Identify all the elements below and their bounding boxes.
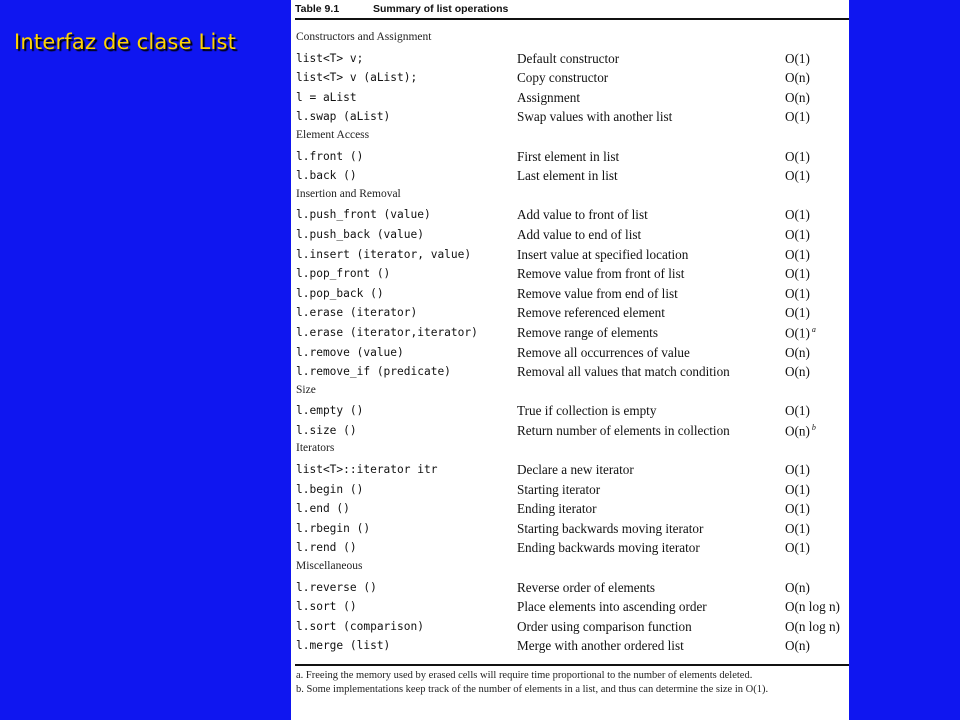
complexity-value: O(1)	[785, 305, 810, 321]
operation-cell: l.remove (value)	[296, 345, 404, 359]
table-row	[291, 166, 849, 186]
complexity-cell	[785, 482, 810, 498]
complexity-cell	[785, 599, 840, 615]
complexity-cell	[785, 619, 840, 635]
complexity-value: O(1)	[785, 50, 810, 66]
description-cell: Swap values with another list	[517, 109, 673, 125]
scanned-table-page	[291, 0, 849, 720]
complexity-cell	[785, 501, 810, 517]
operation-cell: list<T> v;	[296, 51, 364, 65]
complexity-value: O(1)	[785, 246, 810, 262]
complexity-value: O(n)	[785, 423, 810, 439]
table-caption: Summary of list operations	[373, 3, 509, 15]
complexity-cell	[785, 305, 810, 321]
description-cell: Insert value at specified location	[517, 246, 689, 262]
table-row	[291, 323, 849, 343]
description-cell: First element in list	[517, 148, 620, 164]
table-row	[291, 460, 849, 480]
table-row	[291, 362, 849, 382]
description-cell: Ending iterator	[517, 501, 597, 517]
complexity-value: O(n)	[785, 344, 810, 360]
operation-cell: l.size ()	[296, 423, 357, 437]
operation-cell: l.insert (iterator, value)	[296, 247, 472, 261]
complexity-value: O(1)	[785, 226, 810, 242]
table-number: Table 9.1	[295, 3, 340, 15]
section-label: Element Access	[296, 128, 370, 141]
description-cell: True if collection is empty	[517, 403, 657, 419]
description-cell: Assignment	[517, 89, 581, 105]
description-cell: Starting iterator	[517, 481, 601, 497]
complexity-cell	[785, 462, 810, 478]
table-header	[295, 2, 849, 20]
complexity-cell	[785, 51, 810, 67]
table-section-row	[291, 186, 849, 206]
complexity-cell	[785, 207, 810, 223]
table-row	[291, 284, 849, 304]
footnote-marker: b	[811, 422, 816, 432]
table-row	[291, 49, 849, 69]
table-row	[291, 147, 849, 167]
table-section-row	[291, 127, 849, 147]
description-cell: Remove value from front of list	[517, 266, 685, 282]
operation-cell: l.rend ()	[296, 541, 357, 555]
table-body	[291, 29, 849, 656]
table-row	[291, 245, 849, 265]
description-cell: Removal all values that match condition	[517, 364, 730, 380]
table-bottom-rule	[295, 664, 849, 666]
complexity-cell	[785, 90, 810, 106]
table-row	[291, 303, 849, 323]
complexity-value: O(1)	[785, 266, 810, 282]
table-row	[291, 88, 849, 108]
operation-cell: l.back ()	[296, 169, 357, 183]
description-cell: Copy constructor	[517, 70, 609, 86]
table-row	[291, 519, 849, 539]
complexity-value: O(1)	[785, 501, 810, 517]
complexity-cell	[785, 168, 810, 184]
description-cell: Return number of elements in collection	[517, 422, 730, 438]
complexity-value: O(1)	[785, 148, 810, 164]
complexity-cell	[785, 227, 810, 243]
operation-cell: l.erase (iterator,iterator)	[296, 325, 478, 339]
footnote-marker: a	[811, 324, 816, 334]
complexity-cell	[785, 540, 810, 556]
complexity-cell	[785, 286, 810, 302]
table-section-row	[291, 382, 849, 402]
operation-cell: list<T> v (aList);	[296, 71, 418, 85]
complexity-cell	[785, 364, 810, 380]
section-label: Iterators	[296, 442, 335, 455]
complexity-cell	[785, 149, 810, 165]
operation-cell: l.merge (list)	[296, 639, 391, 653]
complexity-cell	[785, 109, 810, 125]
operation-cell: l = aList	[296, 90, 357, 104]
complexity-value: O(n log n)	[785, 599, 840, 615]
description-cell: Remove value from end of list	[517, 285, 678, 301]
operation-cell: l.push_front (value)	[296, 208, 431, 222]
description-cell: Add value to front of list	[517, 207, 648, 223]
operation-cell: l.erase (iterator)	[296, 306, 418, 320]
table-row	[291, 68, 849, 88]
table-row	[291, 578, 849, 598]
description-cell: Add value to end of list	[517, 226, 642, 242]
section-label: Insertion and Removal	[296, 187, 401, 200]
complexity-value: O(n)	[785, 638, 810, 654]
footnote: b. Some implementations keep track of the number of elements in a list, and thus can determine the size in O(1).	[296, 683, 769, 695]
section-label: Size	[296, 383, 316, 396]
footnote: a. Freeing the memory used by erased cells will require time proportional to the number of elements deleted.	[296, 670, 753, 681]
description-cell: Remove referenced element	[517, 305, 665, 321]
operation-cell: l.remove_if (predicate)	[296, 365, 451, 379]
complexity-value: O(1)	[785, 207, 810, 223]
slide-title: Interfaz de clase List	[14, 30, 237, 54]
complexity-cell	[785, 325, 816, 341]
operation-cell: l.sort ()	[296, 600, 357, 614]
complexity-value: O(n)	[785, 89, 810, 105]
description-cell: Remove range of elements	[517, 324, 658, 340]
operation-cell: l.swap (aList)	[296, 110, 391, 124]
complexity-value: O(1)	[785, 109, 810, 125]
description-cell: Place elements into ascending order	[517, 599, 707, 615]
table-section-row	[291, 558, 849, 578]
complexity-value: O(1)	[785, 462, 810, 478]
section-label: Miscellaneous	[296, 560, 363, 573]
complexity-value: O(1)	[785, 403, 810, 419]
description-cell: Default constructor	[517, 50, 620, 66]
description-cell: Remove all occurrences of value	[517, 344, 690, 360]
table-row	[291, 636, 849, 656]
operation-cell: l.pop_back ()	[296, 286, 384, 300]
description-cell: Order using comparison function	[517, 618, 692, 634]
operation-cell: l.begin ()	[296, 482, 364, 496]
table-row	[291, 421, 849, 441]
operation-cell: list<T>::iterator itr	[296, 463, 438, 477]
description-cell: Declare a new iterator	[517, 462, 634, 478]
complexity-value: O(1)	[785, 168, 810, 184]
complexity-value: O(1)	[785, 481, 810, 497]
table-row	[291, 225, 849, 245]
description-cell: Reverse order of elements	[517, 579, 656, 595]
section-label: Constructors and Assignment	[296, 31, 432, 43]
complexity-cell	[785, 247, 810, 263]
operation-cell: l.push_back (value)	[296, 227, 424, 241]
complexity-value: O(1)	[785, 520, 810, 536]
description-cell: Ending backwards moving iterator	[517, 540, 700, 556]
complexity-cell	[785, 521, 810, 537]
table-row	[291, 499, 849, 519]
complexity-cell	[785, 70, 810, 86]
complexity-value: O(1)	[785, 540, 810, 556]
table-row	[291, 264, 849, 284]
complexity-value: O(n)	[785, 70, 810, 86]
operation-cell: l.rbegin ()	[296, 521, 371, 535]
complexity-cell	[785, 638, 810, 654]
complexity-cell	[785, 345, 810, 361]
table-row	[291, 205, 849, 225]
operation-cell: l.front ()	[296, 149, 364, 163]
table-row	[291, 480, 849, 500]
table-row	[291, 538, 849, 558]
table-row	[291, 343, 849, 363]
complexity-value: O(n)	[785, 579, 810, 595]
complexity-value: O(n)	[785, 364, 810, 380]
complexity-value: O(1)	[785, 325, 810, 341]
complexity-value: O(1)	[785, 285, 810, 301]
table-section-row	[291, 440, 849, 460]
operation-cell: l.pop_front ()	[296, 267, 391, 281]
operation-cell: l.end ()	[296, 502, 350, 516]
table-row	[291, 617, 849, 637]
table-row	[291, 401, 849, 421]
operation-cell: l.sort (comparison)	[296, 619, 424, 633]
complexity-cell	[785, 423, 816, 439]
complexity-value: O(n log n)	[785, 618, 840, 634]
complexity-cell	[785, 580, 810, 596]
table-footnotes	[296, 670, 841, 697]
complexity-cell	[785, 266, 810, 282]
description-cell: Merge with another ordered list	[517, 638, 684, 654]
table-row	[291, 107, 849, 127]
description-cell: Last element in list	[517, 168, 618, 184]
operation-cell: l.reverse ()	[296, 580, 377, 594]
description-cell: Starting backwards moving iterator	[517, 520, 704, 536]
complexity-cell	[785, 403, 810, 419]
table-row	[291, 597, 849, 617]
table-section-row	[291, 29, 849, 49]
operation-cell: l.empty ()	[296, 404, 364, 418]
